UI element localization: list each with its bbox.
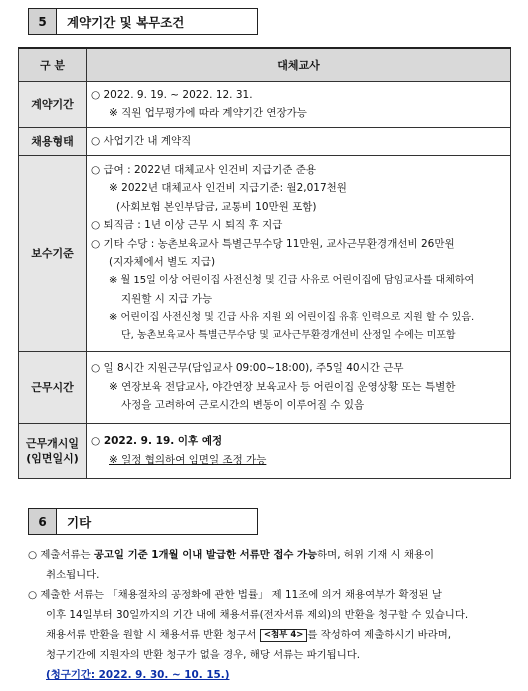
- note-line: [28, 545, 508, 565]
- line: ※ 연장보육 전담교사, 야간연장 보육교사 등 어린이집 운영상황 또는 특별한: [109, 380, 456, 393]
- section-6-header: [28, 508, 258, 535]
- row-label: 보수기준: [19, 155, 87, 351]
- line: ○ 일 8시간 지원근무(담임교사 09:00~18:00), 주5일 40시간 근무: [91, 362, 404, 375]
- header-substitute-teacher: 대체교사: [87, 48, 511, 81]
- row-working-hours: [19, 351, 511, 423]
- line: ○ 2022. 9. 19. ~ 2022. 12. 31.: [91, 88, 253, 101]
- line: [91, 451, 504, 470]
- attachment-badge: <첨부 4>: [260, 629, 308, 642]
- note-line: [28, 665, 508, 685]
- row-employment-type: [19, 127, 511, 155]
- line: ※ 2022년 대체교사 인건비 지급기준: 월2,017천원: [109, 182, 347, 194]
- emphasis-text: 공고일 기준 1개월 이내 발급한 서류만 접수 가능: [93, 549, 318, 561]
- row-label: 채용형태: [19, 127, 87, 155]
- row-label: [19, 423, 87, 478]
- line: ○ 퇴직금 : 1년 이상 근무 시 퇴직 후 지급: [91, 219, 283, 231]
- row-content: [87, 423, 511, 478]
- text: 하며, 허위 기재 시 채용이: [317, 549, 435, 561]
- row-start-date: [19, 423, 511, 478]
- request-period: (청구기간: 2022. 9. 30. ~ 10. 15.): [46, 669, 230, 681]
- row-content: [87, 351, 511, 423]
- text: 채용서류 반환을 원할 시 채용서류 반환 청구서: [46, 629, 260, 641]
- text: ○ 제출서류는: [28, 549, 94, 561]
- line: (사회보험 본인부담금, 교통비 10만원 포함): [116, 200, 317, 213]
- line: ※ 월 15일 이상 어린이집 사전신청 및 긴급 사유로 어린이집에 담임교사를 대체하여: [109, 274, 475, 286]
- line: ○ 2022. 9. 19. 이후 예정: [91, 435, 223, 447]
- line: ○ 기타 수당 : 농촌보육교사 특별근무수당 11만원, 교사근무환경개선비 26만원: [91, 237, 455, 250]
- row-content: [87, 81, 511, 127]
- row-contract-period: [19, 81, 511, 127]
- line: 사정을 고려하여 근로시간의 변동이 이루어질 수 있음: [121, 399, 365, 412]
- header-category: 구 분: [19, 48, 87, 81]
- contract-conditions-table: [18, 47, 511, 479]
- text: 를 작성하여 제출하시기 바라며,: [307, 629, 452, 641]
- note-line: ○ 제출한 서류는 「채용절차의 공정화에 관한 법률」 제 11조에 의거 채용여부가 확정된 날: [28, 589, 442, 601]
- row-label-line: (임면일시): [26, 451, 79, 465]
- line: ※ 직원 업무평가에 따라 계약기간 연장가능: [109, 107, 307, 119]
- row-content: [87, 127, 511, 155]
- row-label: 근무시간: [19, 351, 87, 423]
- section-title: 기타: [57, 509, 257, 534]
- line: 단, 농촌보육교사 특별근무수당 및 교사근무환경개선비 산정일 수에는 미포함: [121, 330, 456, 341]
- section-number: 5: [29, 9, 57, 34]
- line: 지원할 시 지급 가능: [121, 293, 213, 305]
- line: ※ 어린이집 사전신청 및 긴급 사유 지원 외 어린이집 유휴 인력으로 지원 할 수 있음.: [109, 311, 475, 323]
- row-label-line: 근무개시일: [25, 436, 80, 450]
- row-content: [87, 155, 511, 351]
- other-notes: [28, 545, 508, 685]
- note-line: 청구기간에 지원자의 반환 청구가 없을 경우, 해당 서류는 파기됩니다.: [46, 649, 361, 661]
- note-line: [28, 625, 508, 645]
- underlined-note: ※ 일정 협의하여 임면일 조정 가능: [109, 453, 267, 466]
- row-label: 계약기간: [19, 81, 87, 127]
- line: (지자체에서 별도 지급): [109, 256, 216, 268]
- section-number: 6: [29, 509, 57, 534]
- line: ○ 사업기간 내 계약직: [91, 134, 192, 147]
- note-line: 이후 14일부터 30일까지의 기간 내에 채용서류(전자서류 제외)의 반환을 청구할 수 있습니다.: [46, 609, 469, 621]
- section-5-header: [28, 8, 258, 35]
- table-header-row: [19, 48, 511, 81]
- row-pay-standard: [19, 155, 511, 351]
- line: ○ 급여 : 2022년 대체교사 인건비 지급기준 준용: [91, 163, 317, 176]
- note-line: 취소됩니다.: [46, 569, 100, 581]
- section-title: 계약기간 및 복무조건: [57, 9, 257, 34]
